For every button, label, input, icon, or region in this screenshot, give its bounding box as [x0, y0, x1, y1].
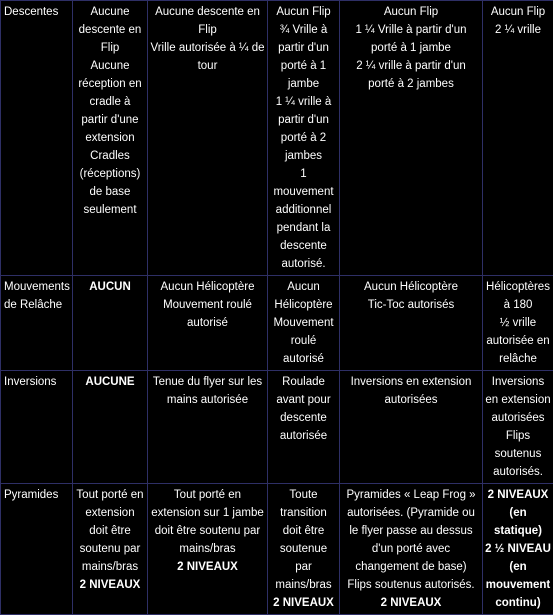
cell-pyramides-level-3: Toute transition doit être soutenue par mains/bras 2 NIVEAUX — [268, 484, 340, 615]
row-header-inversions: Inversions — [1, 371, 73, 484]
cell-pyramides-level-4: Pyramides « Leap Frog » autorisées. (Pyramide ou le flyer passe au dessus d'un porté avec changement de base) Flips soutenus autorisés. 2 NIVEAUX — [340, 484, 483, 615]
cell-descentes-level-2: Aucune descente en Flip Vrille autorisée à ¼ de tour — [148, 1, 268, 276]
cell-pyramides-level-2: Tout porté en extension sur 1 jambe doit être soutenu par mains/bras 2 NIVEAUX — [148, 484, 268, 615]
cell-relache-level-4: Aucun Hélicoptère Tic-Toc autorisés — [340, 276, 483, 371]
cell-descentes-level-3: Aucun Flip ¾ Vrille à partir d'un porté à 1 jambe 1 ¼ vrille à partir d'un porté à 2 jambes 1 mouvement additionnel pendant la descente autorisé. — [268, 1, 340, 276]
cell-relache-level-2: Aucun Hélicoptère Mouvement roulé autorisé — [148, 276, 268, 371]
cell-pyramides-level-5: 2 NIVEAUX (en statique) 2 ½ NIVEAU (en mouvement continu) — [483, 484, 553, 615]
cell-relache-level-1: AUCUN — [73, 276, 148, 371]
table-row-relache — [1, 276, 553, 371]
cell-descentes-level-5: Aucun Flip 2 ¼ vrille — [483, 1, 553, 276]
table-row-descentes — [1, 1, 553, 276]
cell-inversions-level-1: AUCUNE — [73, 371, 148, 484]
cell-pyramides-level-1: Tout porté en extension doit être soutenu par mains/bras 2 NIVEAUX — [73, 484, 148, 615]
row-header-pyramides: Pyramides — [1, 484, 73, 615]
table-row-pyramides — [1, 484, 553, 615]
cell-inversions-level-5: Inversions en extension autorisées Flips soutenus autorisés. — [483, 371, 553, 484]
cell-inversions-level-2: Tenue du flyer sur les mains autorisée — [148, 371, 268, 484]
cell-relache-level-3: Aucun Hélicoptère Mouvement roulé autorisé — [268, 276, 340, 371]
cell-relache-level-5: Hélicoptères à 180 ½ vrille autorisée en relâche — [483, 276, 553, 371]
row-header-descentes: Descentes — [1, 1, 73, 276]
table-row-inversions — [1, 371, 553, 484]
row-header-relache: Mouvements de Relâche — [1, 276, 73, 371]
cell-inversions-level-4: Inversions en extension autorisées — [340, 371, 483, 484]
cell-inversions-level-3: Roulade avant pour descente autorisée — [268, 371, 340, 484]
cell-descentes-level-1: Aucune descente en Flip Aucune réception en cradle à partir d'une extension Cradles (réceptions) de base seulement — [73, 1, 148, 276]
cell-descentes-level-4: Aucun Flip 1 ¼ Vrille à partir d'un porté à 1 jambe 2 ¼ vrille à partir d'un porté à 2 jambes — [340, 1, 483, 276]
